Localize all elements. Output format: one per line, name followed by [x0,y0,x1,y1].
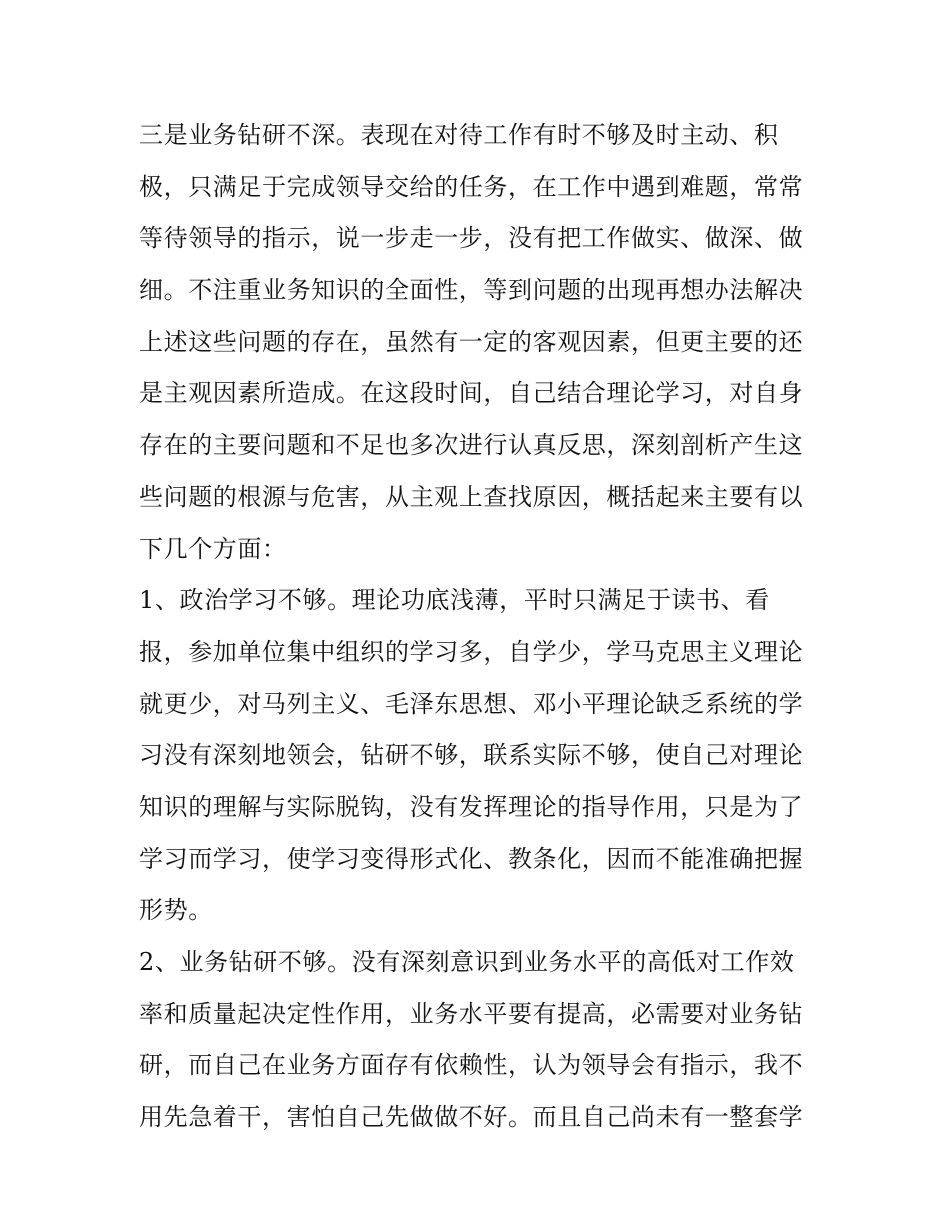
text-line: 下几个方面： [139,534,287,563]
text-line: 是主观因素所造成。在这段时间，自己结合理论学习，对自身 [139,379,804,408]
text-line: 些问题的根源与危害，从主观上查找原因，概括起来主要有以 [139,482,804,511]
text-line: 学习而学习，使学习变得形式化、教条化，因而不能准确把握 [139,844,804,873]
text-line: 习没有深刻地领会，钻研不够，联系实际不够，使自己对理论 [139,741,804,770]
text-line: 形势。 [139,896,213,925]
text-line: 等待领导的指示，说一步走一步，没有把工作做实、做深、做 [139,224,804,253]
text-line: 存在的主要问题和不足也多次进行认真反思，深刻剖析产生这 [139,431,804,460]
text-line: 2、业务钻研不够。没有深刻意识到业务水平的高低对工作效 [139,948,795,976]
text-line: 知识的理解与实际脱钩，没有发挥理论的指导作用，只是为了 [139,792,804,821]
text-line: 用先急着干，害怕自己先做做不好。而且自己尚未有一整套学 [139,1103,804,1132]
text-line: 细。不注重业务知识的全面性，等到问题的出现再想办法解决 [139,276,804,305]
text-line: 1、政治学习不够。理论功底浅薄，平时只满足于读书、看 [139,586,770,615]
text-line: 三是业务钻研不深。表现在对待工作有时不够及时主动、积 [139,121,779,149]
body-text [139,110,819,1144]
text-line: 极，只满足于完成领导交给的任务，在工作中遇到难题，常常 [139,172,804,201]
text-line: 研，而自己在业务方面存有依赖性，认为领导会有指示，我不 [139,1051,804,1080]
text-line: 上述这些问题的存在，虽然有一定的客观因素，但更主要的还 [139,327,804,356]
text-line: 率和质量起决定性作用，业务水平要有提高，必需要对业务钻 [139,999,804,1028]
text-line: 报，参加单位集中组织的学习多，自学少，学马克思主义理论 [139,637,804,666]
text-line: 就更少，对马列主义、毛泽东思想、邓小平理论缺乏系统的学 [139,689,804,718]
